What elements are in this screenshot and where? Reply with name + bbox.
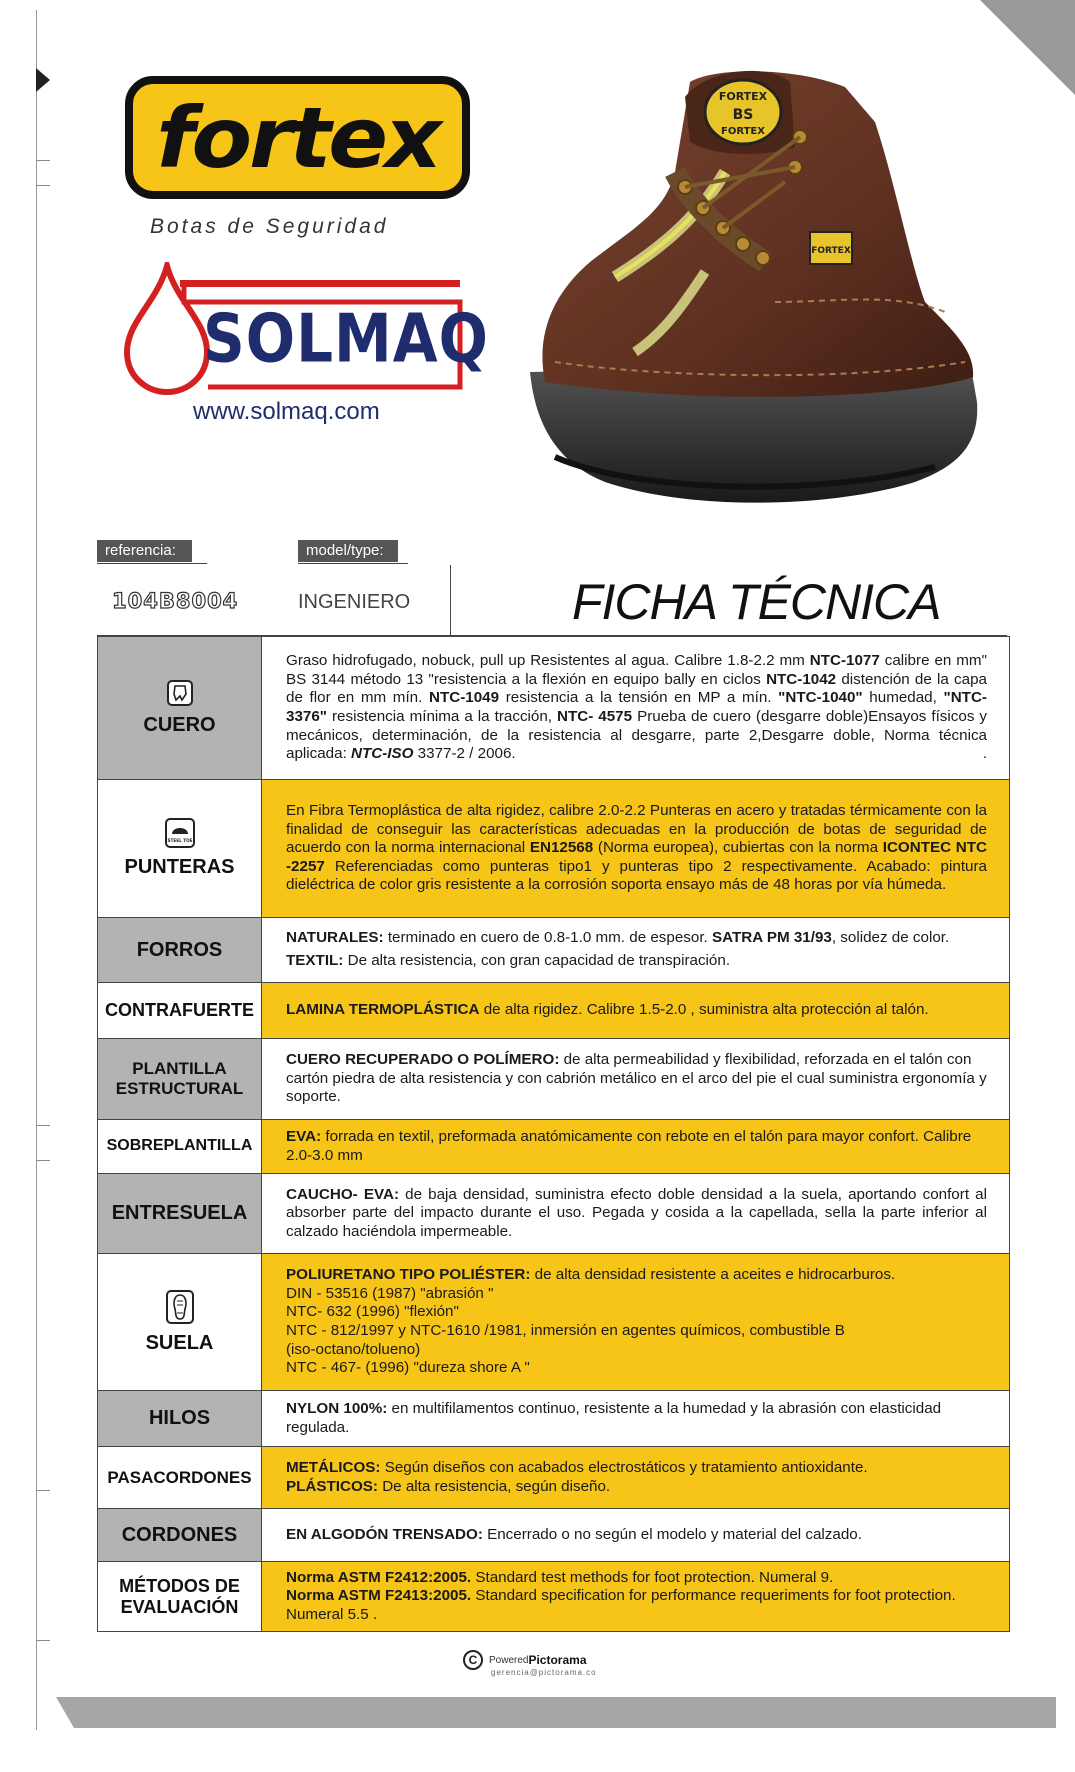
model-divider	[450, 565, 451, 635]
side-label-text: FORTEX	[811, 246, 851, 256]
row-cuero	[98, 636, 1009, 779]
forros-line-2: TEXTIL: De alta resistencia, con gran capacidad de transpiración.	[286, 952, 731, 969]
row-punteras	[98, 779, 1009, 917]
bottom-bar-notch	[56, 1697, 74, 1728]
row-entresuela	[98, 1173, 1009, 1253]
content-punteras	[262, 780, 1009, 917]
label-suela-text: SUELA	[145, 1331, 214, 1354]
powered-email: gerencia@pictorama.co	[491, 1668, 597, 1677]
powered-brand: Pictorama	[528, 1653, 587, 1667]
content-sobreplantilla	[262, 1120, 1009, 1173]
label-metodos-2: EVALUACIÓN	[120, 1596, 239, 1617]
label-entresuela: ENTRESUELA	[98, 1174, 262, 1253]
label-cuero-text: CUERO	[143, 713, 216, 736]
content-forros	[262, 918, 1009, 982]
steel-toe-icon	[165, 818, 195, 848]
row-cordones	[98, 1508, 1009, 1561]
label-punteras-text: PUNTERAS	[124, 856, 235, 878]
cordones-text: EN ALGODÓN TRENSADO: Encerrado o no según el modelo y material del calzado.	[286, 1525, 862, 1543]
distributor-url[interactable]: www.solmaq.com	[193, 398, 380, 425]
solmaq-top-bar	[180, 280, 460, 287]
tongue-text-bot: FORTEX	[721, 126, 765, 137]
copyright-icon: C	[463, 1650, 483, 1670]
tongue-text-mid: BS	[732, 107, 754, 123]
punteras-text: En Fibra Termoplástica de alta rigidez, calibre 2.0-2.2 Punteras en acero y tratadas térmicamente con la finalidad de conseguir las características adecuadas en la producción de botas de seguridad de acuerdo con la norma internacional EN12568 (Norma europea), cubiertas con la norma ICONTEC NTC -2257 Referenciadas como punteras tipo1 y punteras tipo 2 respectivamente. Acabado: pintura dieléctrica de color gris resistente a la corrosión soporta ensayo más de 48 horas por vía húmeda.	[286, 802, 987, 894]
left-tick	[36, 1160, 50, 1161]
left-tick	[36, 1640, 50, 1641]
content-cordones	[262, 1509, 1009, 1561]
label-hilos: HILOS	[98, 1391, 262, 1446]
left-tick	[36, 160, 50, 161]
model-underline	[298, 563, 408, 564]
suela-line-1: POLIURETANO TIPO POLIÉSTER: de alta densidad resistente a aceites e hidrocarburos.	[286, 1266, 896, 1284]
row-plantilla	[98, 1038, 1009, 1119]
powered-label: Powered	[489, 1654, 529, 1666]
label-punteras	[98, 780, 262, 917]
fortex-wordmark: fortex	[156, 88, 439, 187]
content-cuero	[262, 637, 1009, 779]
label-plantilla	[98, 1039, 262, 1119]
label-plantilla-1: PLANTILLA	[132, 1059, 227, 1079]
row-metodos	[98, 1561, 1009, 1631]
plantilla-text: CUERO RECUPERADO O POLÍMERO: de alta permeabilidad y flexibilidad, reforzada en el talón con cartón piedra de alta resistencia y con cabrión metálico en el arco del pie el cual suministra ergonomía y soporte.	[286, 1051, 987, 1106]
row-forros	[98, 917, 1009, 982]
reference-label: referencia:	[97, 540, 192, 562]
suela-line-5: (iso-octano/tolueno)	[286, 1340, 421, 1358]
row-sobreplantilla	[98, 1119, 1009, 1173]
svg-text:STEEL TOE: STEEL TOE	[167, 838, 192, 843]
forros-line-1: NATURALES: terminado en cuero de 0.8-1.0 mm. de espesor. SATRA PM 31/93, solidez de color.	[286, 929, 950, 947]
boot-image	[515, 62, 990, 512]
reference-underline	[97, 563, 207, 564]
label-cuero	[98, 637, 262, 779]
label-suela	[98, 1254, 262, 1390]
content-metodos	[262, 1562, 1009, 1631]
suela-line-3: NTC- 632 (1996) "flexión"	[286, 1303, 459, 1321]
leather-icon	[167, 680, 193, 706]
metodos-line-2: Norma ASTM F2413:2005. Standard specification for performance requeriments for foot protection. Numeral 5.5 .	[286, 1587, 956, 1623]
metodos-line-1: Norma ASTM F2412:2005. Standard test methods for foot protection. Numeral 9.	[286, 1568, 834, 1586]
model-label: model/type:	[298, 540, 398, 562]
label-forros: FORROS	[98, 918, 262, 982]
label-plantilla-2: ESTRUCTURAL	[115, 1079, 244, 1098]
left-margin-rule	[36, 10, 37, 1730]
suela-line-2: DIN - 53516 (1987) "abrasión "	[286, 1284, 494, 1302]
left-tick	[36, 1125, 50, 1126]
reference-value: 104B8004	[112, 589, 239, 613]
solmaq-wordmark: SOLMAQ	[203, 299, 489, 378]
corner-triangle	[980, 0, 1075, 95]
label-metodos	[98, 1562, 262, 1631]
tongue-text-top: FORTEX	[718, 90, 768, 103]
contrafuerte-text: LAMINA TERMOPLÁSTICA de alta rigidez. Calibre 1.5-2.0 , suministra alta protección al talón.	[286, 1001, 929, 1019]
suela-line-4: NTC - 812/1997 y NTC-1610 /1981, inmersión en agentes químicos, combustible B	[286, 1322, 845, 1339]
entresuela-text: CAUCHO- EVA: de baja densidad, suministra efecto doble densidad a la suela, aportando confort al absorber parte del impacto durante el uso. Pegada y cosida a la capellada, sella la parte inferior al calzado haciéndola impermeable.	[286, 1185, 987, 1240]
content-pasacordones	[262, 1447, 1009, 1508]
label-contrafuerte: CONTRAFUERTE	[98, 983, 262, 1038]
row-hilos	[98, 1390, 1009, 1446]
content-suela	[262, 1254, 1009, 1390]
suela-line-6: NTC - 467- (1996) "dureza shore A "	[286, 1359, 530, 1377]
brand-tagline: Botas de Seguridad	[150, 215, 389, 238]
pasacordones-line-1: METÁLICOS: Según diseños con acabados electrostáticos y tratamiento antioxidante.	[286, 1458, 868, 1476]
hilos-text: NYLON 100%: en multifilamentos continuo, resistente a la humedad y la abrasión con elasticidad regulada.	[286, 1399, 942, 1436]
cuero-text: Graso hidrofugado, nobuck, pull up Resistentes al agua. Calibre 1.8-2.2 mm NTC-1077 calibre en mm" BS 3144 método 13 "resistencia a la flexión en equipo bally en ciclos NTC-1042 distención de la capa de flor en mm mín. NTC-1049 resistencia a la tensión en MP a mín. "NTC-1040" humedad, "NTC-3376" resistencia mínima a la tracción, NTC- 4575 Prueba de cuero (desgarre doble)Ensayos físicos y mecánicos, determinación, de la resistencia al desgarre, parte 2,Desgarre doble, Norma técnica aplicada: NTC-ISO 3377-2 / 2006. .	[286, 652, 987, 763]
content-hilos	[262, 1391, 1009, 1446]
left-marker-arrow	[36, 68, 50, 92]
row-pasacordones	[98, 1446, 1009, 1508]
document-title: FICHA TÉCNICA	[572, 574, 941, 630]
sole-icon	[166, 1290, 194, 1324]
fortex-logo	[125, 76, 470, 199]
content-plantilla	[262, 1039, 1009, 1119]
pasacordones-line-2: PLÁSTICOS: De alta resistencia, según diseño.	[286, 1477, 611, 1495]
left-tick	[36, 1490, 50, 1491]
model-value: INGENIERO	[298, 591, 411, 613]
label-metodos-1: MÉTODOS DE	[119, 1575, 240, 1596]
label-sobreplantilla: SOBREPLANTILLA	[98, 1120, 262, 1173]
left-tick	[36, 185, 50, 186]
bottom-bar	[56, 1697, 1056, 1728]
label-cordones: CORDONES	[98, 1509, 262, 1561]
sobreplantilla-text: EVA: forrada en textil, preformada anatómicamente con rebote en el talón para mayor confort. Calibre 2.0-3.0 mm	[286, 1127, 972, 1164]
spec-table	[97, 636, 1010, 1632]
row-contrafuerte	[98, 982, 1009, 1038]
row-suela	[98, 1253, 1009, 1390]
content-contrafuerte	[262, 983, 1009, 1038]
content-entresuela	[262, 1174, 1009, 1253]
label-pasacordones: PASACORDONES	[98, 1447, 262, 1508]
powered-by	[463, 1650, 587, 1670]
